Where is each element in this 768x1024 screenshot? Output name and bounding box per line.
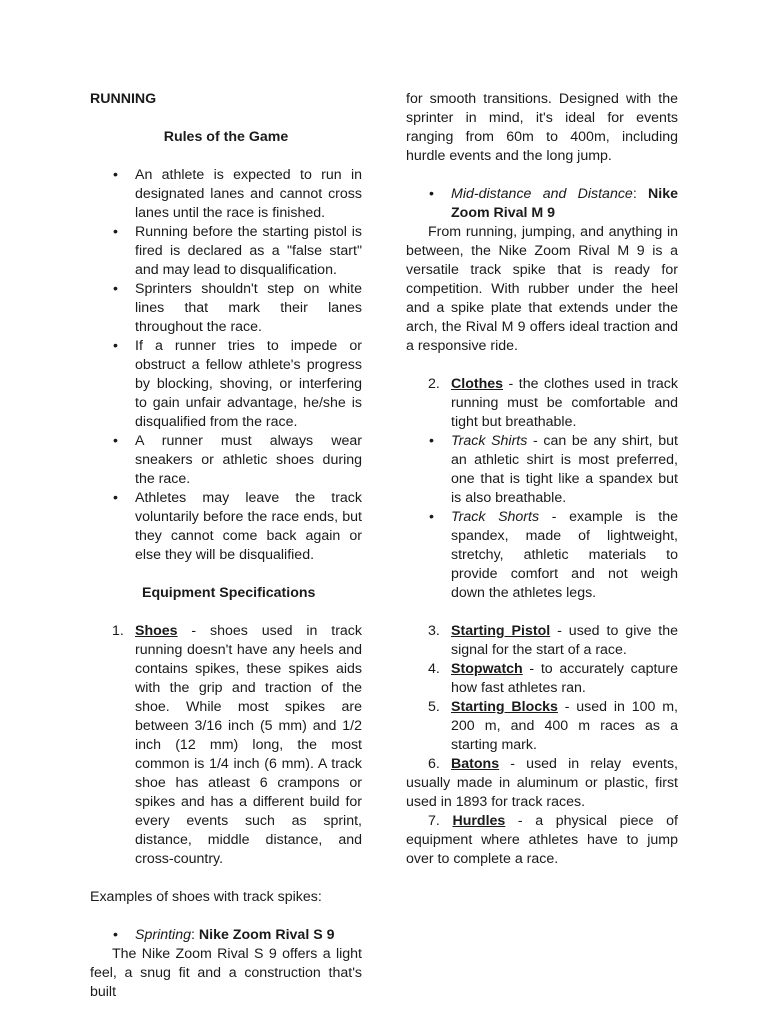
list-item-batons: 6. Batons - used in relay events, usually made in aluminum or plastic, first used in 1893 for track races. (406, 756, 678, 810)
shoe-name-s9: Nike Zoom Rival S 9 (198, 927, 335, 943)
bullet-icon: • (429, 433, 434, 449)
middist-description: From running, jumping, and anything in between, the Nike Zoom Rival M 9 is a versatile track spike that is ready for competition. With rubber under the heel and a spike plate that extends under the arch, the Rival M 9 offers ideal traction and a responsive ride. (406, 224, 678, 354)
bullet-icon: • (113, 224, 118, 240)
list-item-track-shirts: • Track Shirts - can be any shirt, but an athletic shirt is most preferred, one that is tight like a spandex but is also breathable. (429, 433, 679, 506)
list-item: • Running before the starting pistol is fired is declared as a "false start" and may lead to disqualification. (113, 224, 362, 278)
list-item: • Sprinters shouldn't step on white lines that mark their lanes throughout the race. (113, 281, 362, 335)
rules-heading: Rules of the Game (163, 129, 289, 145)
equipment-heading: Equipment Specifications (142, 585, 316, 601)
rules-list (90, 166, 362, 565)
list-item: • A runner must always wear sneakers or athletic shoes during the race. (113, 433, 362, 487)
bullet-icon: • (113, 167, 118, 183)
list-number: 4. (428, 661, 440, 677)
list-item: • An athlete is expected to run in designated lanes and cannot cross lanes until the race is finished. (113, 167, 362, 221)
sprinting-description: The Nike Zoom Rival S 9 offers a light feel, a snug fit and a construction that's built (90, 946, 362, 1000)
bullet-icon: • (113, 927, 118, 943)
list-item-shoes: 1. Shoes - shoes used in track running doesn't have any heels and contains spikes, these spikes aids with the grip and traction of the shoe. While most spikes are between 3/16 inch (5 mm) and 1/2 inch (12 mm) long, the most common is 1/4 inch (6 mm). A track shoe has atleast 6 crampons or spikes and has a different build for every events such as sprint, distance, middle distance, and cross-country. (112, 623, 362, 867)
list-item: • If a runner tries to impede or obstruct a fellow athlete's progress by blocking, shoving, or interfering to gain unfair advantage, he/she is disqualified from the race. (113, 338, 362, 430)
list-item-clothes: 2. Clothes - the clothes used in track running must be comfortable and tight but breathable. (428, 376, 678, 430)
shoe-name-m9: Nike Zoom Rival M 9 (451, 186, 678, 221)
page-title: RUNNING (90, 91, 157, 107)
list-item-middist: • Mid-distance and Distance: Nike Zoom Rival M 9 (429, 186, 678, 221)
list-number: 5. (428, 699, 440, 715)
term-clothes: Clothes (451, 376, 504, 392)
bullet-icon: • (113, 281, 118, 297)
sprinting-description-cont: for smooth transitions. Designed with the sprinter in mind, it's ideal for events ranging from 60m to 400m, including hurdle events and the long jump. (406, 91, 678, 164)
examples-intro: Examples of shoes with track spikes: (90, 889, 322, 905)
list-number: 3. (428, 623, 440, 639)
list-item-stopwatch: 4. Stopwatch - to accurately capture how fast athletes ran. (428, 661, 678, 696)
list-item-sprinting: • Sprinting: Nike Zoom Rival S 9 (113, 927, 335, 943)
bullet-icon: • (429, 186, 434, 202)
list-item-track-shorts: • Track Shorts - example is the spandex, made of lightweight, stretchy, athletic materials to provide comfort and not weigh down the athletes legs. (429, 509, 678, 601)
bullet-icon: • (429, 509, 434, 525)
left-column (90, 90, 362, 1002)
bullet-icon: • (113, 433, 118, 449)
list-number: 2. (428, 376, 440, 392)
bullet-icon: • (113, 490, 118, 506)
right-column (406, 90, 678, 869)
list-item-hurdles: 7. Hurdles - a physical piece of equipment where athletes have to jump over to complete a race. (406, 813, 678, 867)
list-item-starting-pistol: 3. Starting Pistol - used to give the signal for the start of a race. (428, 623, 679, 658)
term-shoes: Shoes (135, 623, 178, 639)
bullet-icon: • (113, 338, 118, 354)
list-item-starting-blocks: 5. Starting Blocks - used in 100 m, 200 m, and 400 m races as a starting mark. (428, 699, 678, 753)
list-item: • Athletes may leave the track voluntarily before the race ends, but they cannot come back again or else they will be disqualified. (113, 490, 362, 563)
list-number: 1. (112, 623, 124, 639)
